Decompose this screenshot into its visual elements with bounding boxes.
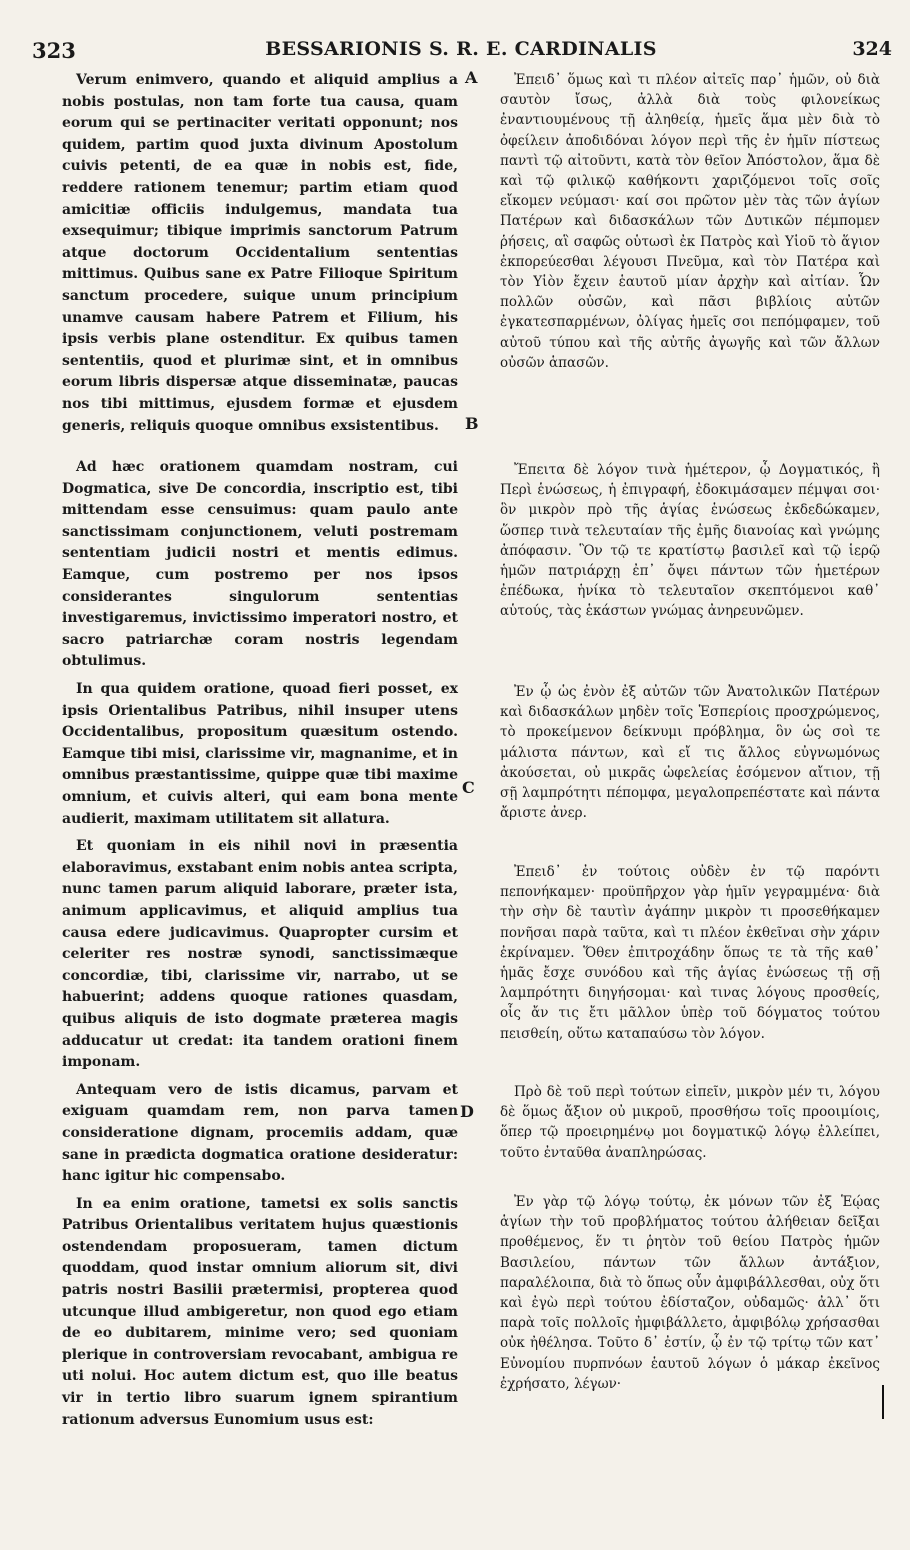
page-number-left: 323 (32, 38, 76, 63)
latin-column (62, 70, 458, 1431)
latin-paragraph: Et quoniam in eis nihil novi in præsentia elaboravimus, exstabant enim nobis antea scripta, nunc tamen parum aliquid laborare, præter ista, animum applicavimus, et aliquid amplius tua causa edere judicavimus. Quapropter cursim et celeriter res nostræ synodi, sanctissimæque concordiæ, tibi, clarissime vir, narrabo, ut se habuerint; addens quoque rationes quasdam, quibus aliquis de isto dogmate præterea magis adducatur ut credat: ita tandem orationi finem imponam. (62, 838, 458, 1071)
latin-paragraph: In ea enim oratione, tametsi ex solis sanctis Patribus Orientalibus veritatem hujus quæstionis ostendendam proposueram, tamen dictum quoddam, quod instar omnium aliorum sit, divi patris nostri Basilii prætermisi, propterea quod utcunque illud ambigeretur, non quod ego etiam de eo dubitarem, minime vero; sed quoniam plerique in controversiam revocabant, ambigua re uti nolui. Hoc autem dictum est, quo ille beatus vir in tertio libro suarum ignem spirantium rationum adversus Eunomium usus est: (62, 1195, 458, 1428)
greek-paragraph: Ἐν ᾧ ὡς ἐνὸν ἐξ αὐτῶν τῶν Ἀνατολικῶν Πατέρων καὶ διδασκάλων μηδὲν τοῖς Ἑσπερίοις προσχρώμενος, τὸ προκείμενον δείκνυμι πρόβλημα, ὃν ὡς σοὶ τε μάλιστα πάντων, καὶ εἴ τις ἄλλος εὐγνωμόνως ἀκούσεται, οὐ μικρᾶς ὠφελείας ἐσόμενον αἴτιον, τῇ σῇ λαμπρότητι πέπομφα, μεγαλοπρεπέστατε καὶ πάντα ἄριστε ἀνερ. (500, 684, 880, 822)
greek-paragraph: Ἔπειτα δὲ λόγον τινὰ ἡμέτερον, ᾧ Δογματικός, ἢ Περὶ ἑνώσεως, ἡ ἐπιγραφή, ἐδοκιμάσαμεν πέμψαι σοι· ὃν μικρὸν πρὸ τῆς ἁγίας ἑνώσεως ἐκδεδώκαμεν, ὥσπερ τινὰ τελευταίαν τῆς ἐμῆς διανοίας καὶ γνώμης ἀπόφασιν. Ὃν τῷ τε κρατίστῳ βασιλεῖ καὶ τῷ ἱερῷ ἡμῶν πατριάρχῃ ἐπ᾽ ὄψει πάντων τῶν ἡμετέρων ἐπέδωκα, ἡνίκα τὸ τελευταῖον σκεπτόμενοι καθ᾽ αὑτούς, τὰς ἑκάστων γνώμας ἀνηρευνῶμεν. (500, 462, 880, 620)
latin-paragraph: In qua quidem oratione, quoad fieri posset, ex ipsis Orientalibus Patribus, nihil insuper utens Occidentalibus, propositum quæsitum ostendo. Eamque tibi misi, clarissime vir, magnanime, et in omnibus præstantissime, quippe quæ tibi maxime omnium, et cuivis alteri, qui eam bona mente audierit, maximam utilitatem sit allatura. (62, 681, 458, 827)
greek-paragraph: Ἐπειδ᾽ ἐν τούτοις οὐδὲν ἐν τῷ παρόντι πεπονήκαμεν· προϋπῆρχον γὰρ ἡμῖν γεγραμμένα· διὰ τὴν σὴν δὲ ταυτὶν ἀγάπην μικρὸν τι προσεθήκαμεν πονῆσαι παρὰ ταῦτα, καὶ τι πλέον ἐκθεῖναι σὴν χάριν ἐκρίναμεν. Ὅθεν ἐπιτροχάδην ὅπως τε τὰ τῆς καθ᾽ ἡμᾶς ἔσχε συνόδου καὶ τῆς ἁγίας ἑνώσεως τῇ σῇ λαμπρότητι διηγήσομαι· καὶ τινας λόγους προσθείς, οἷς ἄν τις ἔτι μᾶλλον ὑπὲρ τοῦ δόγματος τούτου πεισθείη, οὕτω καταπαύσω τὸν λόγον. (500, 864, 880, 1042)
latin-paragraph: Verum enimvero, quando et aliquid amplius a nobis postulas, non tam forte tua causa, quam eorum qui se pertinaciter veritati opponunt; nos quidem, partim quod juxta divinum Apostolum cuivis petenti, de ea quæ in nobis est, fide, reddere rationem tenemur; partim etiam quod amicitiæ officiis indulgemus, mandata tua exsequimur; tibique imprimis sanctorum Patrum atque doctorum Occidentalium sententias mittimus. Quibus sane ex Patre Filioque Spiritum sanctum procedere, suique unum principium unamve causam habere Patrem et Filium, his ipsis verbis plane ostenditur. Ex quibus tamen sententiis, quod et plurimæ sint, et in omnibus eorum libris dispersæ atque disseminatæ, paucas nos tibi mittimus, ejusdem formæ et ejusdem generis, reliquis quoque omnibus exsistentibus. (62, 72, 458, 434)
margin-marker-c: C (462, 778, 475, 797)
latin-paragraph: Ad hæc orationem quamdam nostram, cui Dogmatica, sive De concordia, inscriptio est, tibi mittendam esse censuimus: quam paulo ante sanctissimam conjunctionem, veluti postremam sententiam judicii nostri et mentis edimus. Eamque, cum postremo per nos ipsos considerantes singulorum sententias investigaremus, invictissimo imperatori nostro, et sacro patriarchæ coram nostris legendam obtulimus. (62, 459, 458, 670)
latin-paragraph: Antequam vero de istis dicamus, parvam et exiguam quamdam rem, non parva tamen consideratione dignam, procemiis addam, quæ sane in prædicta dogmatica oratione desideratur: hanc igitur hic compensabo. (62, 1081, 458, 1185)
margin-marker-b: B (465, 414, 479, 433)
margin-rule (882, 1385, 884, 1419)
running-title: BESSARIONIS S. R. E. CARDINALIS (265, 38, 657, 60)
greek-paragraph: Πρὸ δὲ τοῦ περὶ τούτων εἰπεῖν, μικρὸν μέν τι, λόγου δὲ ὅμως ἄξιον οὐ μικροῦ, προσθήσω τοῖς προοιμίοις, ὅπερ τῷ προειρημένῳ μοι δογματικῷ λόγῳ ἐλλείπει, τοῦτο ἐνταῦθα ἀναπληρώσας. (500, 1084, 880, 1161)
page-number-right: 324 (852, 38, 892, 60)
page-header (30, 38, 892, 68)
margin-marker-a: A (465, 68, 478, 87)
margin-marker-d: D (460, 1102, 474, 1121)
greek-paragraph: Ἐπειδ᾽ ὅμως καὶ τι πλέον αἰτεῖς παρ᾽ ἡμῶν, οὐ διὰ σαυτὸν ἴσως, ἀλλὰ διὰ τοὺς φιλονείκως ἐναντιουμένους τῇ ἀληθείᾳ, ἡμεῖς ἅμα μὲν διὰ τὸ ὀφείλειν ἀποδιδόναι λόγον περὶ τῆς ἐν ἡμῖν πίστεως παντὶ τῷ αἰτοῦντι, κατὰ τὸν θεῖον Ἀπόστολον, ἅμα δὲ καὶ τῷ φιλικῷ καθήκοντι χαριζόμενοι τοῖς σοῖς εἴκομεν νεύμασι· καί σοι πρῶτον μὲν τὰς τῶν ἁγίων Πατέρων καὶ διδασκάλων τῶν Δυτικῶν πέμπομεν ῥήσεις, αἳ σαφῶς οὑτωσὶ ἐκ Πατρὸς καὶ Υἱοῦ τὸ ἅγιον ἐκπορεύεσθαι λέγουσι Πνεῦμα, καὶ τὸν Πατέρα καὶ τὸν Υἱὸν ἔχειν ἑαυτοῦ μίαν ἀρχὴν καὶ αἰτίαν. Ὧν πολλῶν οὐσῶν, καὶ πᾶσι βιβλίοις αὐτῶν ἐγκατεσπαρμένων, ὀλίγας ἡμεῖς σοι πεπόμφαμεν, τοῦ αὐτοῦ τύπου καὶ τῆς αὐτῆς ἀγωγῆς καὶ τῶν ἄλλων οὐσῶν ἁπασῶν. (500, 72, 880, 371)
greek-paragraph: Ἐν γὰρ τῷ λόγῳ τούτῳ, ἐκ μόνων τῶν ἐξ Ἑῴας ἁγίων τὴν τοῦ προβλήματος τούτου ἀλήθειαν δεῖξαι προθέμενος, ἕν τι ῥητὸν τοῦ θείου Πατρὸς ἡμῶν Βασιλείου, πάντων τῶν ἄλλων ἀντάξιον, παραλέλοιπα, διὰ τὸ ὅπως οὖν ἀμφιβάλλεσθαι, οὐχ ὅτι καὶ ἐγὼ περὶ τούτου ἐδίσταζον, οὐδαμῶς· ἀλλ᾽ ὅτι παρὰ τοῖς πολλοῖς ἠμφιβάλλετο, ἀμφιβόλῳ χρήσασθαι οὐκ ἠθέλησα. Τοῦτο δ᾽ ἐστίν, ᾧ ἐν τῷ τρίτῳ τῶν κατ᾽ Εὐνομίου πυρπνόων ἑαυτοῦ λόγων ὁ μάκαρ ἐκεῖνος ἐχρήσατο, λέγων· (500, 1194, 880, 1392)
